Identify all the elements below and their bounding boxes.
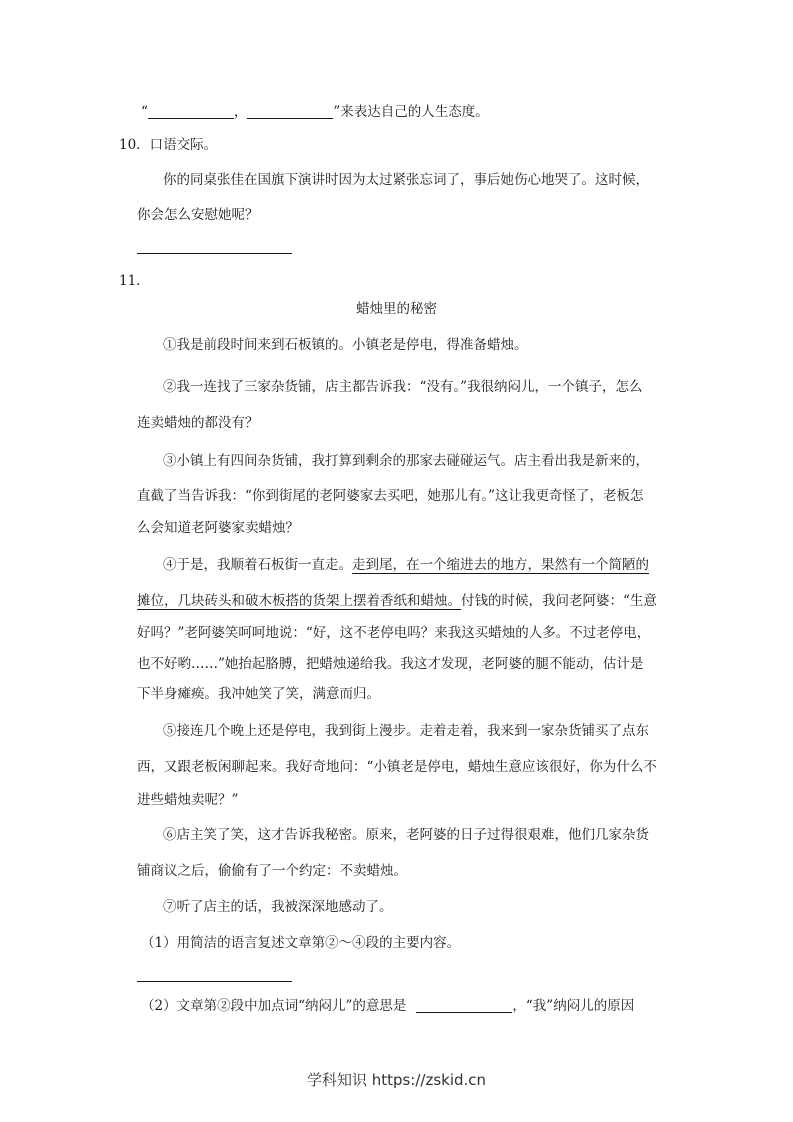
sub-question-1-answer-line[interactable] [137, 981, 292, 982]
paragraph-3-line-1: ③小镇上有四间杂货铺，我打算到剩余的那家去碰碰运气。店主看出我是新来的， [163, 453, 649, 469]
paragraph-2-line-2: 连卖蜡烛的都没有？ [137, 415, 259, 431]
q10-heading: 10．口语交际。 [119, 137, 218, 153]
q9-answer-line: “ ， ”来表达自己的人生态度。 [141, 104, 489, 120]
sub-question-1: （1）用简洁的语言复述文章第②～④段的主要内容。 [141, 935, 461, 951]
paragraph-4-line-4: 也不好哟……”她抬起胳膊，把蜡烛递给我。我这才发现，老阿婆的腿不能动，估计是 [137, 656, 644, 672]
paragraph-5-line-1: ⑤接连几个晚上还是停电，我到街上漫步。走着走着，我来到一家杂货铺买了点东 [163, 723, 649, 739]
passage-title: 蜡烛里的秘密 [356, 301, 437, 317]
underlined-sentence-part-1: 走到尾，在一个缩进去的地方，果然有一个简陋的 [352, 557, 649, 573]
paragraph-7: ⑦听了店主的话，我被深深地感动了。 [163, 899, 393, 915]
q10-answer-line[interactable] [137, 253, 292, 254]
paragraph-3-line-3: 么会知道老阿婆家卖蜡烛？ [137, 520, 299, 536]
paragraph-3-line-2: 直截了当告诉我：“你到街尾的老阿婆家去买吧，她那儿有。”这让我更奇怪了，老板怎 [137, 488, 644, 504]
paragraph-5-line-3: 进些蜡烛卖呢？” [137, 792, 239, 808]
paragraph-4-line-5: 下半身瘫痪。我冲她笑了笑，满意而归。 [137, 686, 380, 702]
paragraph-6-line-2: 铺商议之后，偷偷有了一个约定：不卖蜡烛。 [137, 863, 407, 879]
paragraph-4-line-2: 摊位，几块砖头和破木板搭的货架上摆着香纸和蜡烛。付钱的时候，我问老阿婆：“生意 [137, 593, 657, 609]
underlined-sentence-part-2: 摊位，几块砖头和破木板搭的货架上摆着香纸和蜡烛。 [137, 593, 461, 609]
paragraph-4-line-3: 好吗？”老阿婆笑呵呵地说：“好，这不老停电吗？来我这买蜡烛的人多。不过老停电， [137, 625, 651, 641]
sub-question-2-blank[interactable] [416, 998, 512, 1013]
paragraph-6-line-1: ⑥店主笑了笑，这才告诉我秘密。原来，老阿婆的日子过得很艰难，他们几家杂货 [163, 827, 649, 843]
q10-prompt-line-2: 你会怎么安慰她呢？ [137, 207, 259, 223]
q9-blank-2[interactable] [247, 104, 333, 119]
footer-watermark: 学科知识 https://zskid.cn [306, 1071, 487, 1089]
paragraph-5-line-2: 西，又跟老板闲聊起来。我好奇地问：“小镇老是停电，蜡烛生意应该很好，你为什么不 [137, 759, 657, 775]
paragraph-2-line-1: ②我一连找了三家杂货铺，店主都告诉我：“没有。”我很纳闷儿，一个镇子，怎么 [163, 379, 643, 395]
q9-blank-1[interactable] [148, 104, 234, 119]
sub-question-2: （2）文章第②段中加点词“纳闷儿”的意思是 ，“我”纳闷儿的原因 [141, 998, 635, 1014]
paragraph-4-line-1: ④于是，我顺着石板街一直走。走到尾，在一个缩进去的地方，果然有一个简陋的 [163, 557, 649, 573]
paragraph-1: ①我是前段时间来到石板镇的。小镇老是停电，得准备蜡烛。 [163, 337, 528, 353]
q10-prompt-line-1: 你的同桌张佳在国旗下演讲时因为太过紧张忘词了，事后她伤心地哭了。这时候， [163, 172, 649, 188]
q11-heading: 11． [119, 273, 150, 289]
